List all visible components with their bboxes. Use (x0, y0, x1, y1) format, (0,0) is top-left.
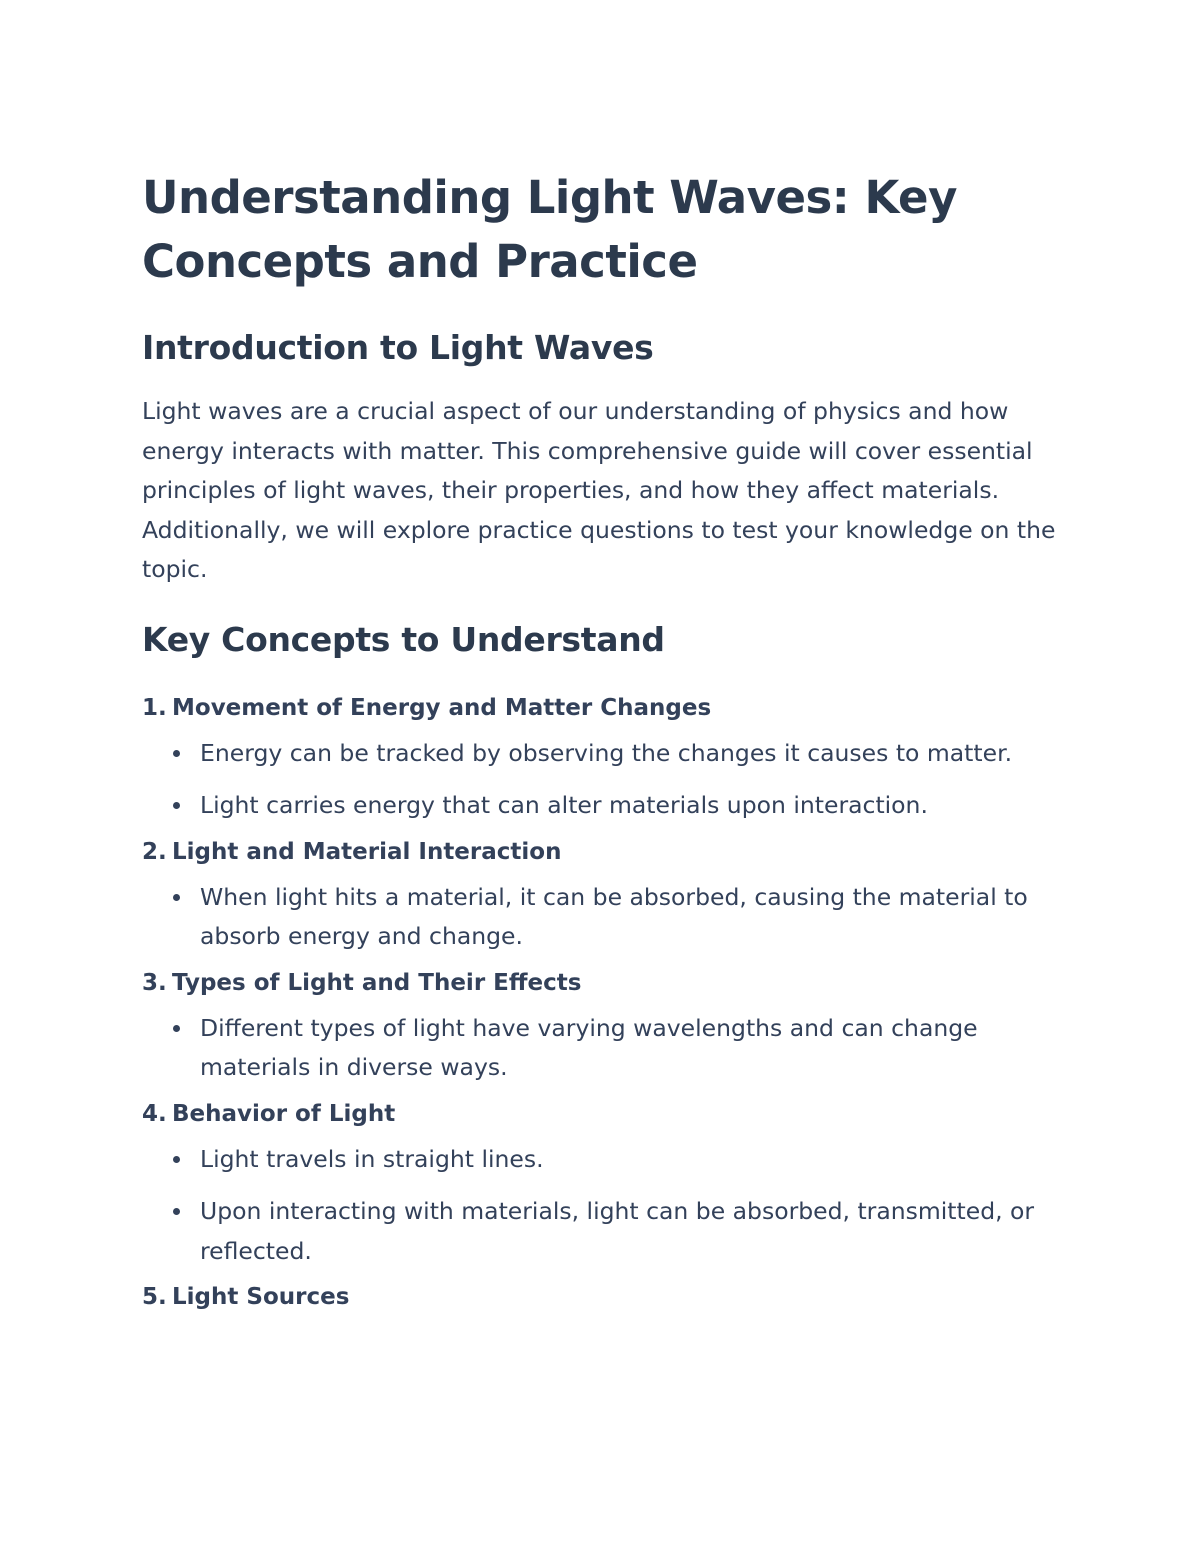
bullet-icon (173, 1156, 180, 1163)
concept-title: Movement of Energy and Matter Changes (172, 694, 712, 721)
intro-heading: Introduction to Light Waves (142, 328, 654, 367)
concept-point-text: Light carries energy that can alter materials upon interaction. (200, 791, 928, 819)
concept-points (142, 878, 1072, 957)
concept-number: 5. (142, 1284, 167, 1310)
concept-title: Types of Light and Their Effects (172, 969, 582, 996)
concept-title: Light and Material Interaction (172, 838, 562, 865)
concept-item (142, 832, 1072, 957)
concept-point (200, 734, 1072, 774)
concept-point-text: Different types of light have varying wavelengths and can change materials in diverse ways. (200, 1013, 978, 1081)
document-title: Understanding Light Waves: Key Concepts and Practice (142, 171, 957, 288)
concept-point-text: Energy can be tracked by observing the changes it causes to matter. (200, 738, 1013, 767)
concept-point (200, 878, 1072, 957)
bullet-icon (173, 894, 180, 901)
concept-point (200, 1192, 1072, 1271)
key-concepts-heading: Key Concepts to Understand (142, 619, 665, 659)
concept-number: 3. (142, 969, 167, 996)
concept-point-text: Upon interacting with materials, light can be absorbed, transmitted, or reflected. (200, 1197, 1035, 1265)
concept-point-text: Light travels in straight lines. (200, 1144, 544, 1173)
bullet-icon (173, 1025, 180, 1032)
document-page (142, 166, 1072, 1317)
concept-point-text: When light hits a material, it can be absorbed, causing the material to absorb energy and change. (200, 882, 1028, 950)
concept-number: 4. (142, 1100, 167, 1127)
concept-points (142, 734, 1072, 826)
bullet-icon (173, 750, 180, 757)
concept-title: Behavior of Light (172, 1100, 396, 1127)
concept-points (142, 1009, 1072, 1088)
concepts-list (142, 688, 1072, 1318)
bullet-icon (173, 1208, 180, 1215)
concept-item (142, 1094, 1072, 1272)
concept-number: 2. (142, 838, 167, 865)
concept-point (200, 1009, 1072, 1088)
concept-points (142, 1140, 1072, 1272)
concept-item (142, 688, 1072, 826)
concept-point (200, 786, 1072, 826)
concept-item (142, 963, 1072, 1088)
bullet-icon (173, 802, 180, 809)
concept-number: 1. (142, 694, 167, 721)
concept-item (142, 1277, 1072, 1317)
concept-title: Light Sources (172, 1284, 350, 1310)
intro-paragraph: Light waves are a crucial aspect of our understanding of physics and how energy interacts with matter. This comprehensive guide will cover essential principles of light waves, their properties, and how they affect materials. Additionally, we will explore practice questions to test your knowledge on the topic. (142, 397, 1056, 583)
concept-point (200, 1140, 1072, 1180)
